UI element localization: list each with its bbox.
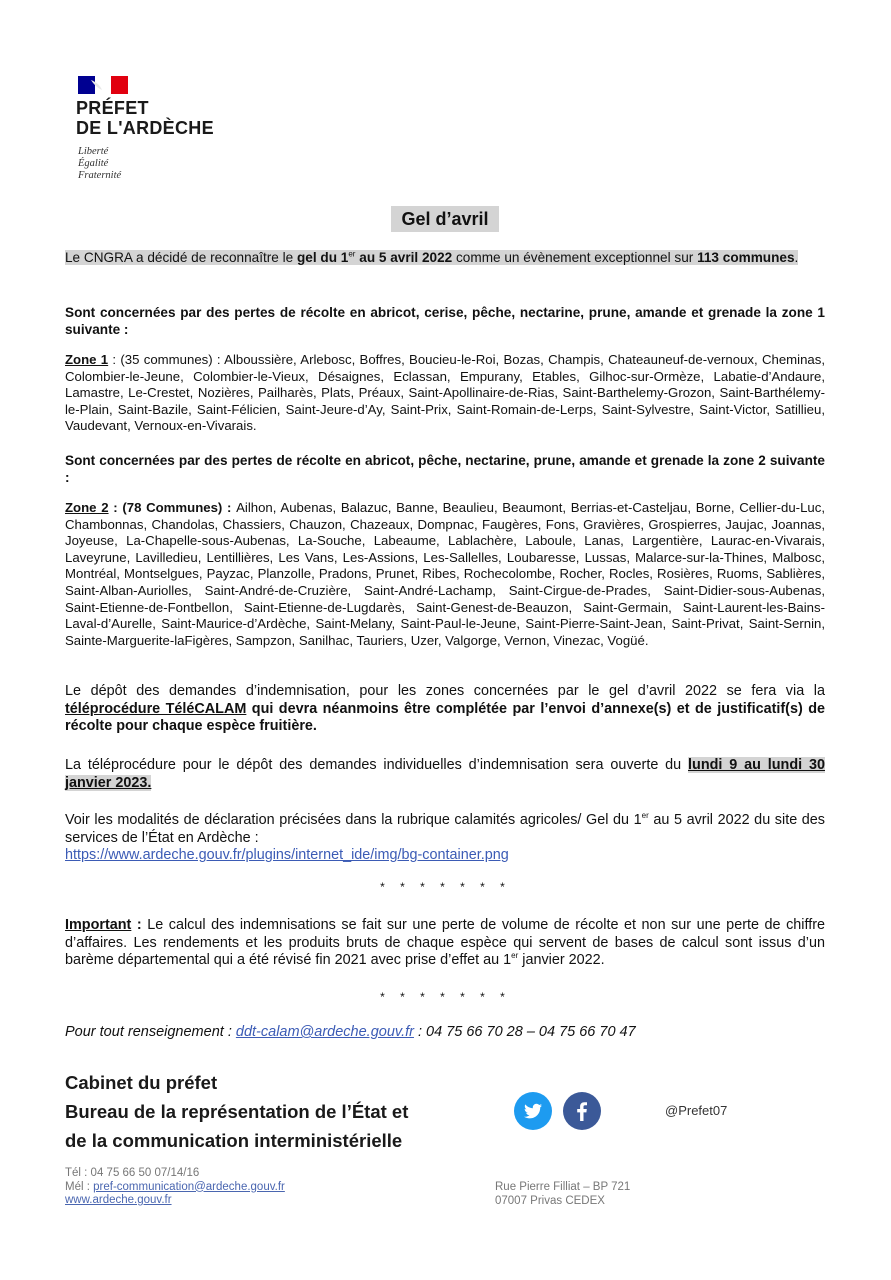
- important-text-1: Le calcul des indemnisations se fait sur une perte de volume de récolte et non sur une perte de chiffre d’affaires. Les rendements et les produits bruts de chaque espèce qui servent de bases de calcul sont issus d’un barème départemental qui a été révisé fin 2021 avec prise d’effet au 1: [65, 917, 825, 968]
- depot-text: Le dépôt des demandes d’indemnisation, pour les zones concernées par le gel d’avril 2022 se fera via la: [65, 683, 825, 699]
- opening-text: La téléprocédure pour le dépôt des demandes individuelles d’indemnisation sera ouverte du: [65, 757, 689, 773]
- modalites-text-2: au 5 avril 2022 du site des services de l’État en Ardèche :: [65, 812, 825, 846]
- zone1-paragraph: [65, 352, 825, 435]
- intro-bold-3: 113 communes: [697, 250, 795, 265]
- social-handle: @Prefet07: [665, 1103, 728, 1118]
- modalites-sup: er: [641, 811, 649, 821]
- org-line-2: DE L'ARDÈCHE: [76, 118, 214, 138]
- prefecture-name: [76, 98, 214, 138]
- page-title: Gel d’avril: [391, 206, 499, 232]
- footer-tel: Tél : 04 75 66 50 07/14/16: [65, 1167, 200, 1179]
- zone2-heading-text: Sont concernées par des pertes de récolte en abricot, pêche, nectarine, prune, amande et grenade la zone 2 suivante :: [65, 453, 825, 485]
- zone2-count: : (78 Communes) :: [108, 500, 237, 515]
- intro-text-2: comme un évènement exceptionnel sur: [452, 250, 698, 265]
- zone1-heading: [65, 305, 825, 338]
- footer-mel-label: Mél :: [65, 1180, 94, 1193]
- contact-phones: : 04 75 66 70 28 – 04 75 66 70 47: [413, 1024, 636, 1040]
- facebook-icon[interactable]: [563, 1092, 601, 1130]
- footer-email-link[interactable]: pref-communication@ardeche.gouv.fr: [93, 1180, 285, 1193]
- footer-address: [495, 1181, 630, 1208]
- org-line-1: PRÉFET: [76, 98, 149, 118]
- modalites-text-1: Voir les modalités de déclaration précisées dans la rubrique calamités agricoles/ Gel du 1: [65, 812, 642, 828]
- cabinet-block: [65, 1068, 408, 1155]
- motto-fraternite: Fraternité: [78, 170, 122, 181]
- contact-email-link[interactable]: ddt-calam@ardeche.gouv.fr: [235, 1024, 414, 1040]
- modalites-paragraph: [65, 812, 825, 865]
- telecalam-link[interactable]: téléprocédure TéléCALAM: [65, 700, 247, 717]
- important-text-2: janvier 2022.: [518, 952, 605, 968]
- footer-contact: [65, 1167, 285, 1208]
- intro-sup: er: [348, 249, 356, 259]
- intro-text-3: .: [794, 250, 799, 265]
- opening-dates: lundi 9 au lundi 30 janvier 2023.: [65, 757, 825, 791]
- twitter-icon[interactable]: [514, 1092, 552, 1130]
- zone1-heading-text: Sont concernées par des pertes de récolte en abricot, cerise, pêche, nectarine, prune, amande et grenade la zone 1 suivante :: [65, 305, 825, 337]
- footer-website-link[interactable]: www.ardeche.gouv.fr: [65, 1194, 172, 1206]
- contact-label: Pour tout renseignement :: [65, 1024, 236, 1040]
- zone1-label: Zone 1: [65, 352, 109, 367]
- cabinet-line-2: Bureau de la représentation de l’État et: [65, 1101, 409, 1122]
- important-sup: er: [511, 951, 519, 961]
- intro-bold-1: gel du 1: [296, 250, 349, 265]
- intro-highlight: [65, 250, 798, 265]
- opening-paragraph: [65, 757, 825, 792]
- intro-bold-2: au 5 avril 2022: [355, 250, 453, 265]
- footer-address-1: Rue Pierre Filliat – BP 721: [495, 1181, 631, 1193]
- separator-stars-2: * * * * * * *: [380, 990, 511, 1004]
- motto-egalite: Égalité: [78, 158, 109, 169]
- footer-address-2: 07007 Privas CEDEX: [495, 1194, 605, 1207]
- important-separator: :: [131, 917, 148, 933]
- motto-liberte: Liberté: [78, 146, 109, 157]
- zone2-heading: [65, 453, 825, 486]
- intro-text-1: Le CNGRA a décidé de reconnaître le: [65, 250, 297, 265]
- depot-bold-text: qui devra néanmoins être complétée par l’envoi d’annexe(s) et de justificatif(s) de récolte pour chaque espèce fruitière.: [65, 700, 825, 734]
- important-label: Important: [65, 917, 132, 933]
- cabinet-line-1: Cabinet du préfet: [65, 1072, 218, 1093]
- zone2-label: Zone 2: [65, 500, 109, 515]
- republic-flag-logo: [78, 76, 128, 94]
- zone1-count: : (35 communes) :: [108, 352, 225, 367]
- important-paragraph: [65, 917, 825, 970]
- zone1-communes: Alboussière, Arlebosc, Boffres, Boucieu-le-Roi, Bozas, Champis, Chateauneuf-de-vernoux, Cheminas, Colombier-le-Jeune, Colombier-le-Vieux, Désaignes, Eclassan, Empurany, Etables, Gilhoc-sur-Ormèze, Labatie-d’Andaure, Lamastre, Le-Crestet, Nozières, Pailharès, Plats, Préaux, Saint-Apollinaire-de-Rias, Saint-Barthelemy-Grozon, Saint-Barthélemy-le-Plain, Saint-Bazile, Saint-Félicien, Saint-Jeure-d’Ay, Saint-Prix, Saint-Romain-de-Lerps, Saint-Sylvestre, Saint-Victor, Satillieu, Vaudevant, Vernoux-en-Vivarais.: [65, 352, 825, 434]
- modalites-url-link[interactable]: https://www.ardeche.gouv.fr/plugins/internet_ide/img/bg-container.png: [65, 847, 509, 863]
- zone2-communes: Ailhon, Aubenas, Balazuc, Banne, Beaulieu, Beaumont, Berrias-et-Casteljau, Borne, Cellier-du-Luc, Chambonnas, Chandolas, Chassiers, Chauzon, Chazeaux, Dompnac, Faugères, Fons, Gravières, Grospierres, Jaujac, Joannas, Joyeuse, La-Chapelle-sous-Aubenas, La-Souche, Labeaume, Lablachère, Laboule, Lanas, Largentière, Laurac-en-Vivarais, Laveyrune, Lavilledieu, Lentillières, Les Vans, Les-Assions, Les-Sallelles, Loubaresse, Lussas, Malarce-sur-la-Thines, Malbosc, Montréal, Montselgues, Payzac, Planzolle, Pradons, Prunet, Ribes, Rochecolombe, Rocher, Rocles, Rosières, Ruoms, Sablières, Saint-Alban-Auriolles, Saint-André-de-Cruzière, Saint-André-Lachamp, Saint-Cirgue-de-Prades, Saint-Didier-sous-Aubenas, Saint-Etienne-de-Fontbellon, Saint-Etienne-de-Lugdarès, Saint-Genest-de-Beauzon, Saint-Germain, Saint-Laurent-les-Bains-Laval-d’Aurelle, Saint-Maurice-d’Ardèche, Saint-Melany, Saint-Paul-le-Jeune, Saint-Pierre-Saint-Jean, Saint-Privat, Saint-Sernin, Sainte-Marguerite-laFigères, Sampzon, Sanilhac, Tauriers, Uzer, Valgorge, Vernon, Vinezac, Vogüé.: [65, 500, 825, 648]
- contact-line: [65, 1023, 636, 1041]
- republic-motto: [78, 146, 121, 182]
- intro-paragraph: [65, 250, 825, 267]
- depot-paragraph: [65, 683, 825, 736]
- separator-stars-1: * * * * * * *: [380, 880, 511, 894]
- zone2-paragraph: [65, 500, 825, 649]
- cabinet-line-3: de la communication interministérielle: [65, 1130, 403, 1151]
